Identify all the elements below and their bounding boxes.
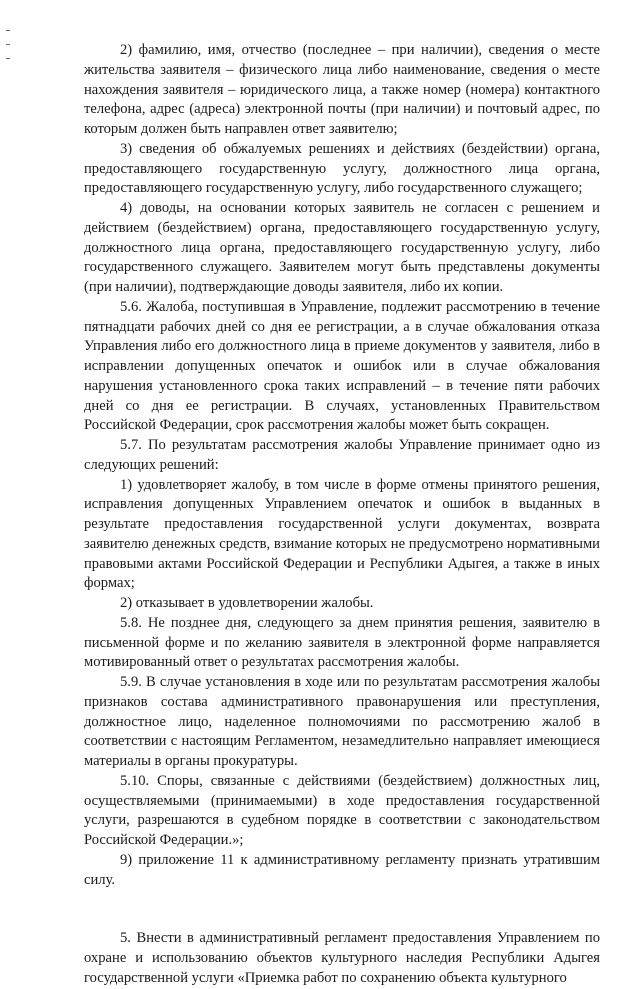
paragraph-item-9: 9) приложение 11 к административному регламенту признать утратившим силу.: [84, 851, 600, 888]
paragraph-5-9: 5.9. В случае установления в ходе или по результатам рассмотрения жалобы признаков состава административного правонарушения или преступления, должностное лицо, наделенное полномочиями по рассмотрению жалоб в соответствии с настоящим Регламентом, незамедлительно направляет имеющиеся материалы в органы прокуратуры.: [84, 674, 600, 769]
paragraph-item-3: 3) сведения об обжалуемых решениях и действиях (бездействии) органа, предоставляющего государственную услугу, должностного лица органа, предоставляющего государственную услугу, либо государственного служащего;: [84, 140, 600, 197]
margin-mark: [6, 30, 10, 31]
paragraph-decision-1: 1) удовлетворяет жалобу, в том числе в форме отмены принятого решения, исправления допущенных Управлением опечаток и ошибок в выданных в результате предоставления государственной услуги документах, возврата заявителю денежных средств, взимание которых не предусмотрено нормативными правовыми актами Российской Федерации и Республики Адыгея, а также в иных формах;: [84, 476, 600, 592]
paragraph-5-10: 5.10. Споры, связанные с действиями (бездействием) должностных лиц, осуществляемыми (принимаемыми) в ходе предоставления государственной услуги, разрешаются в судебном порядке в соответствии с законодательством Российской Федерации.»;: [84, 772, 600, 848]
paragraph-item-4: 4) доводы, на основании которых заявитель не согласен с решением и действием (бездействием) органа, предоставляющего государственную услугу, должностного лица органа, предоставляющего государственную услугу, либо государственного служащего. Заявителем могут быть представлены документы (при наличии), подтверждающие доводы заявителя, либо их копии.: [84, 200, 600, 295]
margin-mark: [6, 58, 10, 59]
margin-mark: [6, 44, 10, 45]
document-text: [84, 41, 600, 989]
paragraph-decision-2: 2) отказывает в удовлетворении жалобы.: [120, 595, 374, 611]
paragraph-5-7: 5.7. По результатам рассмотрения жалобы Управление принимает одно из следующих решений:: [84, 437, 600, 473]
paragraph-section-5: 5. Внести в административный регламент предоставления Управлением по охране и использованию объектов культурного наследия Республики Адыгея государственной услуги «Приемка работ по сохранению объекта культурного: [84, 930, 600, 986]
paragraph-5-6: 5.6. Жалоба, поступившая в Управление, подлежит рассмотрению в течение пятнадцати рабочих дней со дня ее регистрации, а в случае обжалования отказа Управления либо его должностного лица в приеме документов у заявителя, либо в исправлении допущенных опечаток и ошибок или в случае обжалования нарушения установленного срока таких исправлений – в течение пяти рабочих дней со дня ее регистрации. В случаях, установленных Правительством Российской Федерации, срок рассмотрения жалобы может быть сокращен.: [84, 298, 600, 434]
paragraph-5-8: 5.8. Не позднее дня, следующего за днем принятия решения, заявителю в письменной форме и по желанию заявителя в электронной форме направляется мотивированный ответ о результатах рассмотрения жалобы.: [84, 614, 600, 671]
margin-marks: [6, 30, 16, 72]
paragraph-item-2: 2) фамилию, имя, отчество (последнее – при наличии), сведения о месте жительства заявителя – физического лица либо наименование, сведения о месте нахождения заявителя – юридического лица, а также номер (номера) контактного телефона, адрес (адреса) электронной почты (при наличии) и почтовый адрес, по которым должен быть направлен ответ заявителю;: [84, 42, 600, 137]
